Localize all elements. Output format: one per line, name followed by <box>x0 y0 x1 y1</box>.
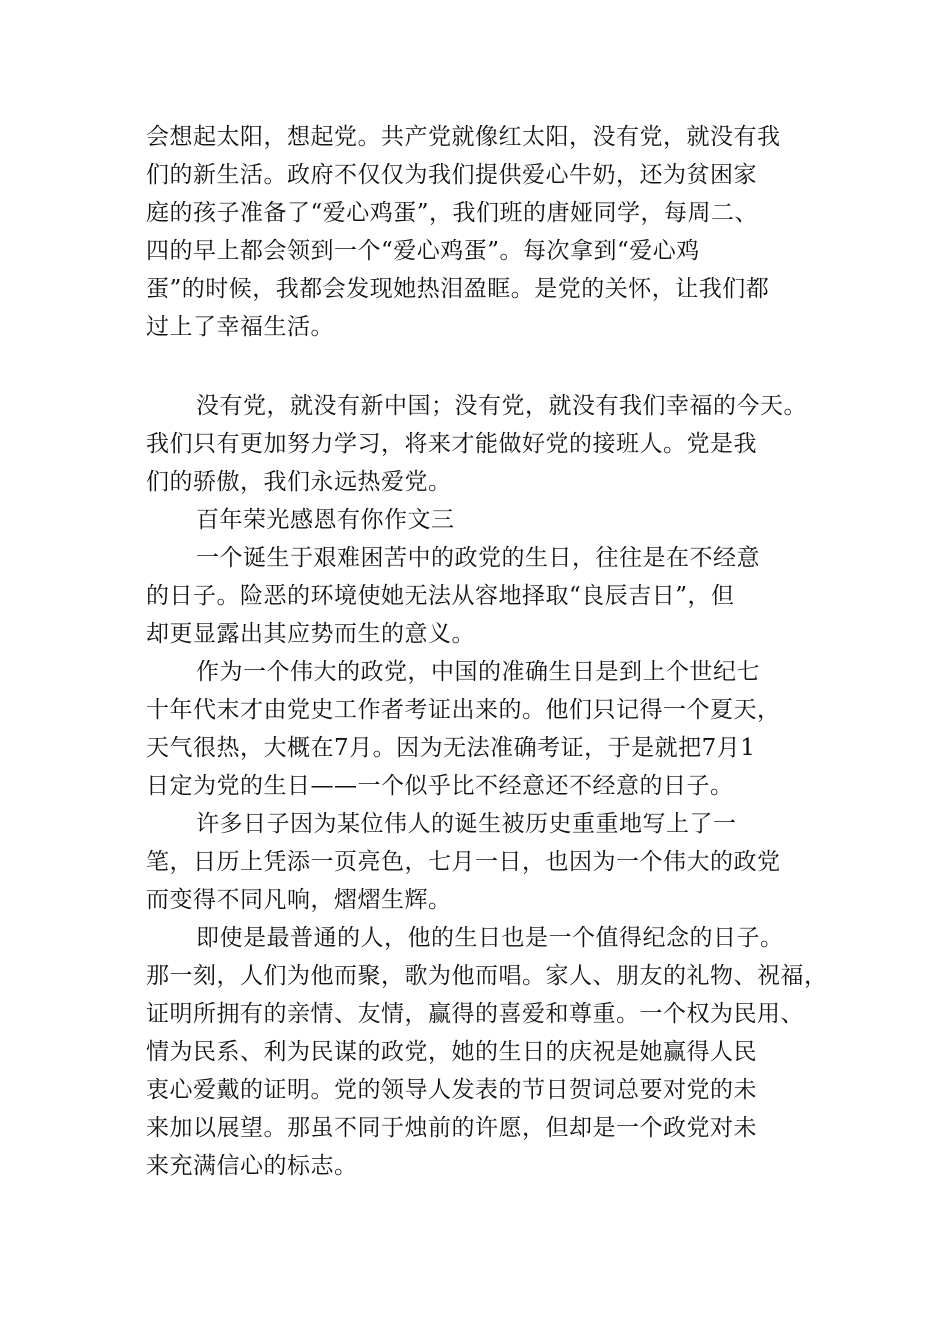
text-line: 我们只有更加努力学习，将来才能做好党的接班人。党是我 <box>146 431 757 457</box>
text-line: 即使是最普通的人，他的生日也是一个值得纪念的日子。 <box>196 925 784 951</box>
text-line: 天气很热，大概在7月。因为无法准确考证，于是就把7月1 <box>146 735 756 761</box>
text-line: 来充满信心的标志。 <box>146 1153 358 1179</box>
text-line: 十年代末才由党史工作者考证出来的。他们只记得一个夏天， <box>146 697 781 723</box>
text-line: 作为一个伟大的政党，中国的准确生日是到上个世纪七 <box>196 659 760 685</box>
text-line: 却更显露出其应势而生的意义。 <box>146 621 475 647</box>
text-line: 过上了幸福生活。 <box>146 314 334 340</box>
text-line: 一个诞生于艰难困苦中的政党的生日，往往是在不经意 <box>196 545 760 571</box>
text-line: 们的骄傲，我们永远热爱党。 <box>146 469 452 495</box>
text-line: 会想起太阳，想起党。共产党就像红太阳，没有党，就没有我 <box>146 124 781 150</box>
text-line: 衷心爱戴的证明。党的领导人发表的节日贺词总要对党的未 <box>146 1077 757 1103</box>
text-line: 庭的孩子准备了“爱心鸡蛋”，我们班的唐娅同学，每周二、 <box>146 200 759 226</box>
text-line: 许多日子因为某位伟人的诞生被历史重重地写上了一 <box>196 811 737 837</box>
text-line: 来加以展望。那虽不同于烛前的许愿，但却是一个政党对未 <box>146 1115 757 1141</box>
text-line: 而变得不同凡响，熠熠生辉。 <box>146 887 452 913</box>
text-line: 的日子。险恶的环境使她无法从容地择取“良辰吉日”，但 <box>146 583 735 609</box>
text-line: 证明所拥有的亲情、友情，赢得的喜爱和尊重。一个权为民用、 <box>146 1001 804 1027</box>
text-line: 们的新生活。政府不仅仅为我们提供爱心牛奶，还为贫困家 <box>146 162 757 188</box>
text-line: 笔，日历上凭添一页亮色，七月一日，也因为一个伟大的政党 <box>146 849 781 875</box>
text-line: 四的早上都会领到一个“爱心鸡蛋”。每次拿到“爱心鸡 <box>146 238 700 264</box>
text-line: 没有党，就没有新中国；没有党，就没有我们幸福的今天。 <box>196 393 807 419</box>
section-heading: 百年荣光感恩有你作文三 <box>196 507 455 533</box>
text-line: 蛋”的时候，我都会发现她热泪盈眶。是党的关怀，让我们都 <box>146 276 770 302</box>
text-line: 情为民系、利为民谋的政党，她的生日的庆祝是她赢得人民 <box>146 1039 757 1065</box>
text-line: 日定为党的生日——一个似乎比不经意还不经意的日子。 <box>146 773 734 799</box>
text-line: 那一刻，人们为他而聚，歌为他而唱。家人、朋友的礼物、祝福， <box>146 963 828 989</box>
